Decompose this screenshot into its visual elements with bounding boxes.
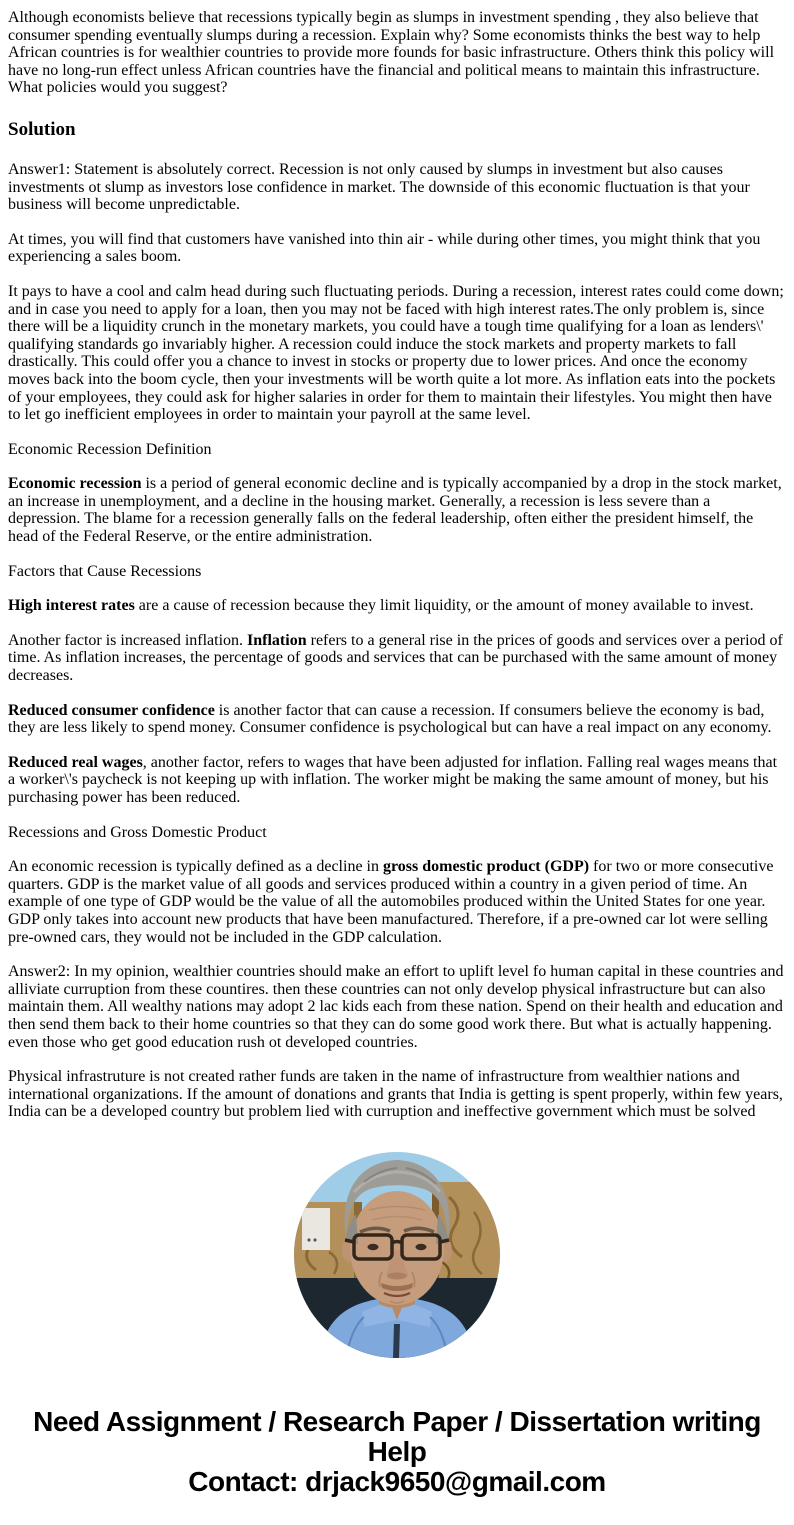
text-run: for two or more consecutive quarters. GDP is the market value of all goods and services produced within a country in a given period of time. An example of one type of GDP would be the value of all the automobiles produced within the United States for one year. GDP only takes into account new products that have been manufactured. Therefore, if a pre-owned car lot were selling pre-owned cars, they would not be included in the GDP calculation. <box>8 858 774 946</box>
text-run: Another factor is increased inflation. <box>8 631 248 649</box>
bold-text-run: Economic recession <box>8 475 142 493</box>
text-run: It pays to have a cool and calm head during such fluctuating periods. During a recession, interest rates could come down; and in case you need to apply for a loan, then you may not be faced with high interest rates.The only problem is, since there will be a liquidity crunch in the monetary markets, you could have a tough time qualifying for a loan as lenders\' qualifying standards go invariably higher. A recession could induce the stock markets and property markets to fall drastically. This could offer you a chance to invest in stocks or property due to lower prices. And once the economy moves back into the boom cycle, then your investments will be worth quite a lot more. As inflation eats into the pockets of your employees, they could ask for higher salaries in order for them to maintain their lifestyles. You might then have to let go inefficient employees in order to maintain your payroll at the same level. <box>8 282 784 424</box>
text-run: , another factor, refers to wages that have been adjusted for inflation. Falling real wages means that a worker\'s paycheck is not keeping up with inflation. The worker might be making the same amount of money, but his purchasing power has been reduced. <box>8 753 778 806</box>
text-run: refers to a general rise in the prices of goods and services over a period of time. As inflation increases, the percentage of goods and services that can be purchased with the same amount of money decreases. <box>8 631 783 685</box>
bold-text-run: High interest rates <box>8 597 135 615</box>
text-run: Although economists believe that recessions typically begin as slumps in investment spending , they also believe that consumer spending eventually slumps during a recession. Explain why? Some economists thinks the best way to help African countries is for wealthier countries to provide more founds for basic infrastructure. Others think this policy will have no long-run effect unless African countries have the financial and political means to maintain this infrastructure. What policies would you suggest? <box>8 9 775 97</box>
paragraph <box>8 283 786 424</box>
photo-wall-panel <box>302 1208 330 1250</box>
text-run: is a period of general economic decline and is typically accompanied by a drop in the stock market, an increase in unemployment, and a decline in the housing market. Generally, a recession is less severe than a depression. The blame for a recession generally falls on the federal leadership, often either the president himself, the head of the Federal Reserve, or the entire administration. <box>8 475 782 546</box>
paragraph <box>8 231 786 266</box>
text-run: An economic recession is typically defined as a decline in <box>8 858 383 876</box>
bold-text-run: Reduced consumer confidence <box>8 701 215 719</box>
paragraph <box>8 858 786 946</box>
document-body <box>0 9 794 1121</box>
text-run: Economic Recession Definition <box>8 440 212 458</box>
bold-text-run: Reduced real wages <box>8 753 143 771</box>
bold-text-run: Inflation <box>247 631 307 649</box>
text-run: Physical infrastruture is not created rather funds are taken in the name of infrastructure from wealthier nations and international organizations. If the amount of donations and grants that India is getting is spent properly, within few years, India can be a developed country but problem lied with curruption and ineffective government which must be solved <box>8 1068 783 1121</box>
bold-text-run: Solution <box>8 118 76 140</box>
text-run: is another factor that can cause a recession. If consumers believe the economy is bad, they are less likely to spend money. Consumer confidence is psychological but can have a real impact on any economy. <box>8 701 772 737</box>
paragraph <box>8 963 786 1051</box>
paragraph <box>8 824 786 842</box>
paragraph <box>8 597 786 615</box>
text-run: Recessions and Gross Domestic Product <box>8 823 267 841</box>
text-run: At times, you will find that customers have vanished into thin air - while during other times, you might think that you experiencing a sales boom. <box>8 230 761 266</box>
bold-text-run: gross domestic product (GDP) <box>382 858 590 876</box>
footer <box>0 1407 794 1525</box>
footer-message: Need Assignment / Research Paper / Dissertation writing Help <box>33 1405 761 1467</box>
paragraph <box>8 754 786 807</box>
paragraph <box>8 9 786 97</box>
paragraph <box>8 441 786 459</box>
paragraph <box>8 1068 786 1121</box>
text-run: Answer1: Statement is absolutely correct. Recession is not only caused by slumps in investment but also causes investments ot slump as investors lose confidence in market. The downside of this economic fluctuation is that your business will become unpredictable. <box>8 160 750 214</box>
tutor-photo <box>294 1152 500 1358</box>
photo-face <box>350 1191 444 1305</box>
paragraph <box>8 475 786 545</box>
footer-contact: Contact: drjack9650@gmail.com <box>188 1465 606 1497</box>
paragraph <box>8 161 786 214</box>
avatar-container <box>0 1152 794 1363</box>
text-run: are a cause of recession because they limit liquidity, or the amount of money available to invest. <box>134 597 754 615</box>
text-run: Factors that Cause Recessions <box>8 562 202 580</box>
paragraph <box>8 702 786 737</box>
text-run: Answer2: In my opinion, wealthier countries should make an effort to uplift level fo human capital in these countries and alliviate curruption from these countires. then these countries can not only develop physical infrastructure but can also maintain them. All wealthy nations may adopt 2 lac kids each from these nation. Spend on their health and education and then send them back to their home countries so that they can do some good work there. But what is actually happening. even those who get good education rush ot developed countries. <box>8 963 784 1051</box>
paragraph <box>8 632 786 685</box>
solution-heading <box>8 119 786 141</box>
paragraph <box>8 563 786 581</box>
